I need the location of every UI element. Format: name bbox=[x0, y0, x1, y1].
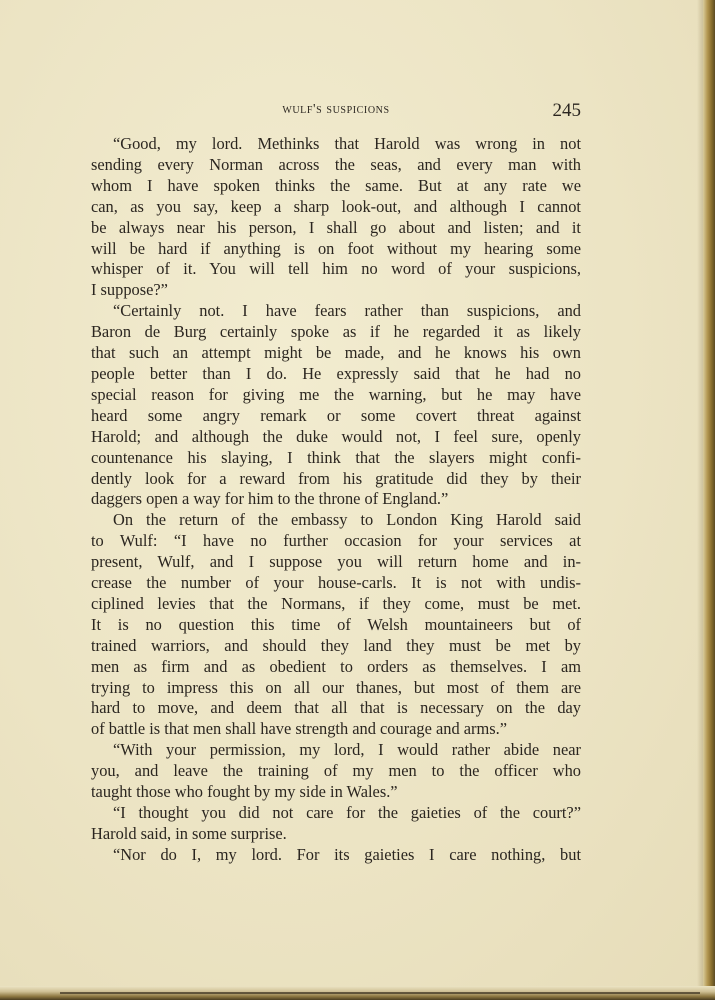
text-line: countenance his slaying, I think that the slayers might confi- bbox=[91, 447, 581, 467]
text-line: On the return of the embassy to London King Harold said bbox=[113, 510, 581, 530]
text-line: crease the number of your house-carls. It is not with undis- bbox=[91, 573, 581, 593]
text-line: trying to impress this on all our thanes, but most of them are bbox=[91, 677, 581, 697]
text-line: whisper of it. You will tell him no word of your suspicions, bbox=[91, 259, 581, 279]
text-line: ciplined levies that the Normans, if they come, must be met. bbox=[91, 593, 581, 613]
text-line: hard to move, and deem that all that is necessary on the day bbox=[91, 698, 581, 718]
text-line: Baron de Burg certainly spoke as if he regarded it as likely bbox=[91, 322, 581, 342]
text-line: I suppose?” bbox=[91, 280, 168, 300]
text-line: that such an attempt might be made, and he knows his own bbox=[91, 343, 581, 363]
text-line: of battle is that men shall have strength and courage and arms.” bbox=[91, 719, 508, 739]
text-line: trained warriors, and should they land they must be met by bbox=[91, 635, 581, 655]
text-line: you, and leave the training of my men to the officer who bbox=[91, 761, 581, 781]
text-line: “Nor do I, my lord. For its gaieties I care nothing, but bbox=[113, 844, 581, 864]
text-line: daggers open a way for him to the throne of England.” bbox=[91, 489, 449, 509]
text-line: special reason for giving me the warning, but he may have bbox=[91, 384, 581, 404]
text-line: to Wulf: “I have no further occasion for your services at bbox=[91, 531, 581, 551]
text-line: “Good, my lord. Methinks that Harold was wrong in not bbox=[113, 134, 581, 153]
text-line: sending every Norman across the seas, and every man with bbox=[91, 154, 581, 174]
text-line: present, Wulf, and I suppose you will return home and in- bbox=[91, 552, 581, 572]
text-line: whom I have spoken thinks the same. But at any rate we bbox=[91, 175, 581, 195]
text-line: “With your permission, my lord, I would rather abide near bbox=[113, 740, 581, 760]
body-text bbox=[91, 134, 581, 866]
text-line: can, as you say, keep a sharp look-out, and although I cannot bbox=[91, 196, 581, 216]
text-line: heard some angry remark or some covert threat against bbox=[91, 405, 581, 425]
text-line: “Certainly not. I have fears rather than suspicions, and bbox=[113, 301, 581, 321]
text-line: will be hard if anything is on foot without my hearing some bbox=[91, 238, 581, 258]
text-line: dently look for a reward from his gratitude did they by their bbox=[91, 468, 581, 488]
page-number: 245 bbox=[552, 100, 581, 121]
text-line: people better than I do. He expressly said that he had no bbox=[91, 363, 581, 383]
text-line: taught those who fought by my side in Wales.” bbox=[91, 782, 398, 802]
running-head bbox=[91, 100, 581, 122]
text-line: “I thought you did not care for the gaieties of the court?” bbox=[113, 803, 581, 822]
page-bottom-rule bbox=[60, 992, 700, 994]
text-line: Harold said, in some surprise. bbox=[91, 823, 287, 843]
running-head-title: wulf's suspicions bbox=[282, 102, 390, 117]
text-line: be always near his person, I shall go about and listen; and it bbox=[91, 217, 581, 237]
text-line: Harold; and although the duke would not, I feel sure, openly bbox=[91, 426, 581, 446]
text-line: men as firm and as obedient to orders as themselves. I am bbox=[91, 656, 581, 676]
page-right-edge bbox=[703, 0, 715, 1000]
text-line: It is no question this time of Welsh mountaineers but of bbox=[91, 614, 581, 634]
